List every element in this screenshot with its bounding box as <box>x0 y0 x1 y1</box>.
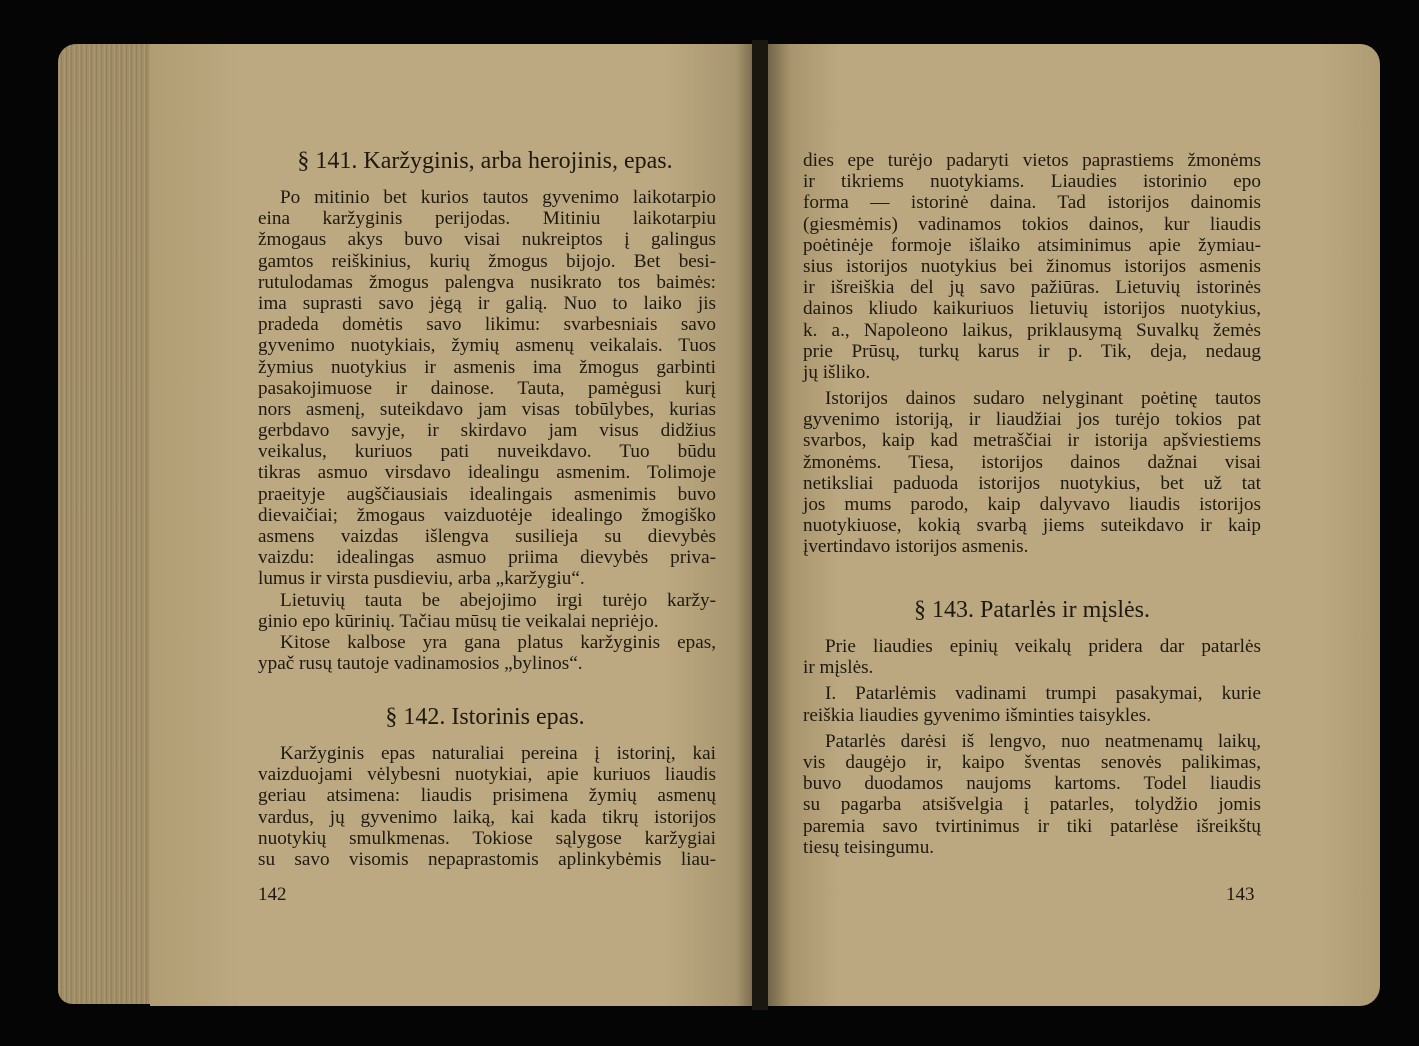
text-line: Prie liaudies epinių veikalų pridera dar patarlės <box>825 636 1261 657</box>
text-line: dainos kliudo kaikuriuos lietuvių istorijos nuotykius, <box>803 298 1261 320</box>
text-line: Istorijos dainos sudaro nelyginant poėtinę tautos <box>825 388 1261 410</box>
text-line: svarbos, kaip kad metraščiai ir istorija apšviestiems <box>803 430 1261 452</box>
right-text-block-2 <box>803 636 1261 858</box>
text-line: dievaičiai; žmogaus vaizduotėje idealingo žmogiško <box>258 504 716 526</box>
text-line: Po mitinio bet kurios tautos gyvenimo laikotarpio <box>280 187 716 208</box>
text-line: Lietuvių tauta be abejojimo irgi turėjo karžy- <box>280 589 716 611</box>
text-line: geriau atsimena: liaudis prisimena žymių asmenų <box>258 785 716 807</box>
text-line: gyvenimo nuotykiais, žymių asmenų veikalais. Tuos <box>258 335 716 357</box>
text-line: Karžyginis epas naturaliai pereina į istorinį, kai <box>280 743 716 764</box>
text-line: rutulodamas žmogus palengva nusikrato tos baimės: <box>258 271 716 293</box>
text-line: nuotykiuose, kokią svarbą jiems suteikdavo ir kaip <box>803 515 1261 537</box>
text-line: tiesų teisingumu. <box>803 836 935 858</box>
text-line: (giesmėmis) vadinamos tokios dainos, kur liaudis <box>803 213 1261 235</box>
text-line: pradeda domėtis savo likimu: svarbesniais savo <box>258 314 716 336</box>
paragraph <box>803 150 1261 383</box>
text-line: sius istorijos nuotykius bei žinomus istorijos asmenis <box>803 255 1261 277</box>
text-line: veikalus, kuriuos pati nuveikdavo. Tuo būdu <box>258 441 716 463</box>
text-line: k. a., Napoleono laikus, priklausymą Suvalkų žemės <box>803 319 1261 341</box>
text-line: vaizduojami vėlybesni nuotykiai, apie kuriuos liaudis <box>258 764 716 786</box>
text-line: ypač rusų tautoje vadinamosios „bylinos“. <box>258 653 583 675</box>
text-line: ginio epo kūrinių. Tačiau mūsų tie veikalai nepriėjo. <box>258 610 659 632</box>
text-line: eina karžyginis perijodas. Mitiniu laikotarpiu <box>258 208 716 230</box>
text-line: prie Prūsų, turkų karus ir p. Tik, deja, nedaug <box>803 340 1261 362</box>
text-line: vis daugėjo ir, kaipo šventas senovės palikimas, <box>803 751 1261 773</box>
section-heading-141: § 141. Karžyginis, arba herojinis, epas. <box>297 148 673 174</box>
paragraph <box>803 388 1261 558</box>
text-line: ir tikriems nuotykiams. Liaudies istorinio epo <box>803 171 1261 193</box>
paragraph <box>258 743 716 870</box>
text-line: nors asmenį, suteikdavo jam visas tobūlybes, kurias <box>258 398 716 420</box>
section-heading-143: § 143. Patarlės ir mįslės. <box>914 597 1150 623</box>
text-line: Kitose kalbose yra gana platus karžyginis epas, <box>280 631 716 653</box>
text-line: su pagarba atsišvelgia į patarles, tolydžio jomis <box>803 794 1261 816</box>
text-line: reiškia liaudies gyvenimo išminties taisykles. <box>803 704 1151 726</box>
text-line: vardus, jų gyvenimo laiką, kai kada tikrų istorijos <box>258 806 716 828</box>
text-line: įvertindavo istorijos asmenis. <box>803 536 1029 558</box>
paragraph <box>803 683 1261 725</box>
left-text-block-1 <box>258 187 716 674</box>
text-line: buvo duodamos naujoms kartoms. Todel liaudis <box>803 773 1261 795</box>
text-line: su savo visomis nepaprastomis aplinkybėmis liau- <box>258 848 716 870</box>
text-line: vaizdu: idealingas asmuo priima dievybės priva- <box>258 547 716 569</box>
paragraph <box>803 731 1261 858</box>
page-stack-edge <box>58 44 162 1004</box>
text-line: žmonėms. Tiesa, istorijos dainos dažnai visai <box>803 451 1261 473</box>
paragraph <box>258 590 716 632</box>
text-line: gerbdavo savyje, ir skirdavo jam visus didžius <box>258 420 716 442</box>
paragraph <box>258 187 716 590</box>
text-line: jos mums parodo, kaip dalyvavo liaudis istorijos <box>803 494 1261 515</box>
text-line: tikras asmuo virsdavo idealingu asmenim. Tolimoje <box>258 462 716 484</box>
text-line: ima suprasti savo jėgą ir galią. Nuo to laiko jis <box>258 292 716 314</box>
text-line: dies epe turėjo padaryti vietos paprastiems žmonėms <box>803 150 1261 171</box>
page-number-right: 143 <box>1226 884 1255 905</box>
text-line: pasakojimuose ir dainose. Tauta, pamėgusi kurį <box>258 377 716 399</box>
book-gutter <box>752 40 768 1010</box>
right-text-block-1 <box>803 150 1261 558</box>
text-line: nuotykių smulkmenas. Tokiose sąlygose karžygiai <box>258 827 716 849</box>
left-text-block-2 <box>258 743 716 870</box>
text-line: forma — istorinė daina. Tad istorijos dainomis <box>803 192 1261 214</box>
text-line: gyvenimo istoriją, ir liaudžiai jos turėjo tokios pat <box>803 409 1261 431</box>
text-line: Patarlės darėsi iš lengvo, nuo neatmenamų laikų, <box>825 730 1261 752</box>
text-line: paremia savo tvirtinimus ir tiki patarlėse išreikštų <box>803 815 1261 837</box>
text-line: ir išreiškia del jų savo pažiūras. Lietuvių istorinės <box>803 277 1261 299</box>
text-line: poėtinėje formoje išlaiko atsiminimus apie žymiau- <box>803 234 1261 256</box>
text-line: gamtos reiškinius, kurių žmogus bijojo. Bet besi- <box>258 250 716 272</box>
text-line: ir mįslės. <box>803 657 874 679</box>
text-line: jų išliko. <box>803 361 871 383</box>
text-line: žymius nuotykius ir asmenis ima žmogus garbinti <box>258 356 716 378</box>
text-line: žmogaus akys buvo visai nukreiptos į galingus <box>258 229 716 251</box>
text-line: asmens vaizdas išlengva susilieja su dievybės <box>258 526 716 547</box>
page-number-left: 142 <box>258 884 287 905</box>
text-line: I. Patarlėmis vadinami trumpi pasakymai, kurie <box>825 683 1261 705</box>
section-heading-142: § 142. Istorinis epas. <box>385 704 585 730</box>
paragraph <box>258 632 716 674</box>
text-line: netiksliai paduoda istorijos nuotykius, bet už tat <box>803 472 1261 494</box>
paragraph <box>803 636 1261 678</box>
text-line: lumus ir virsta pusdieviu, arba „karžygiu“. <box>258 568 585 590</box>
text-line: praeityje augščiausiais idealingais asmenimis buvo <box>258 483 716 505</box>
